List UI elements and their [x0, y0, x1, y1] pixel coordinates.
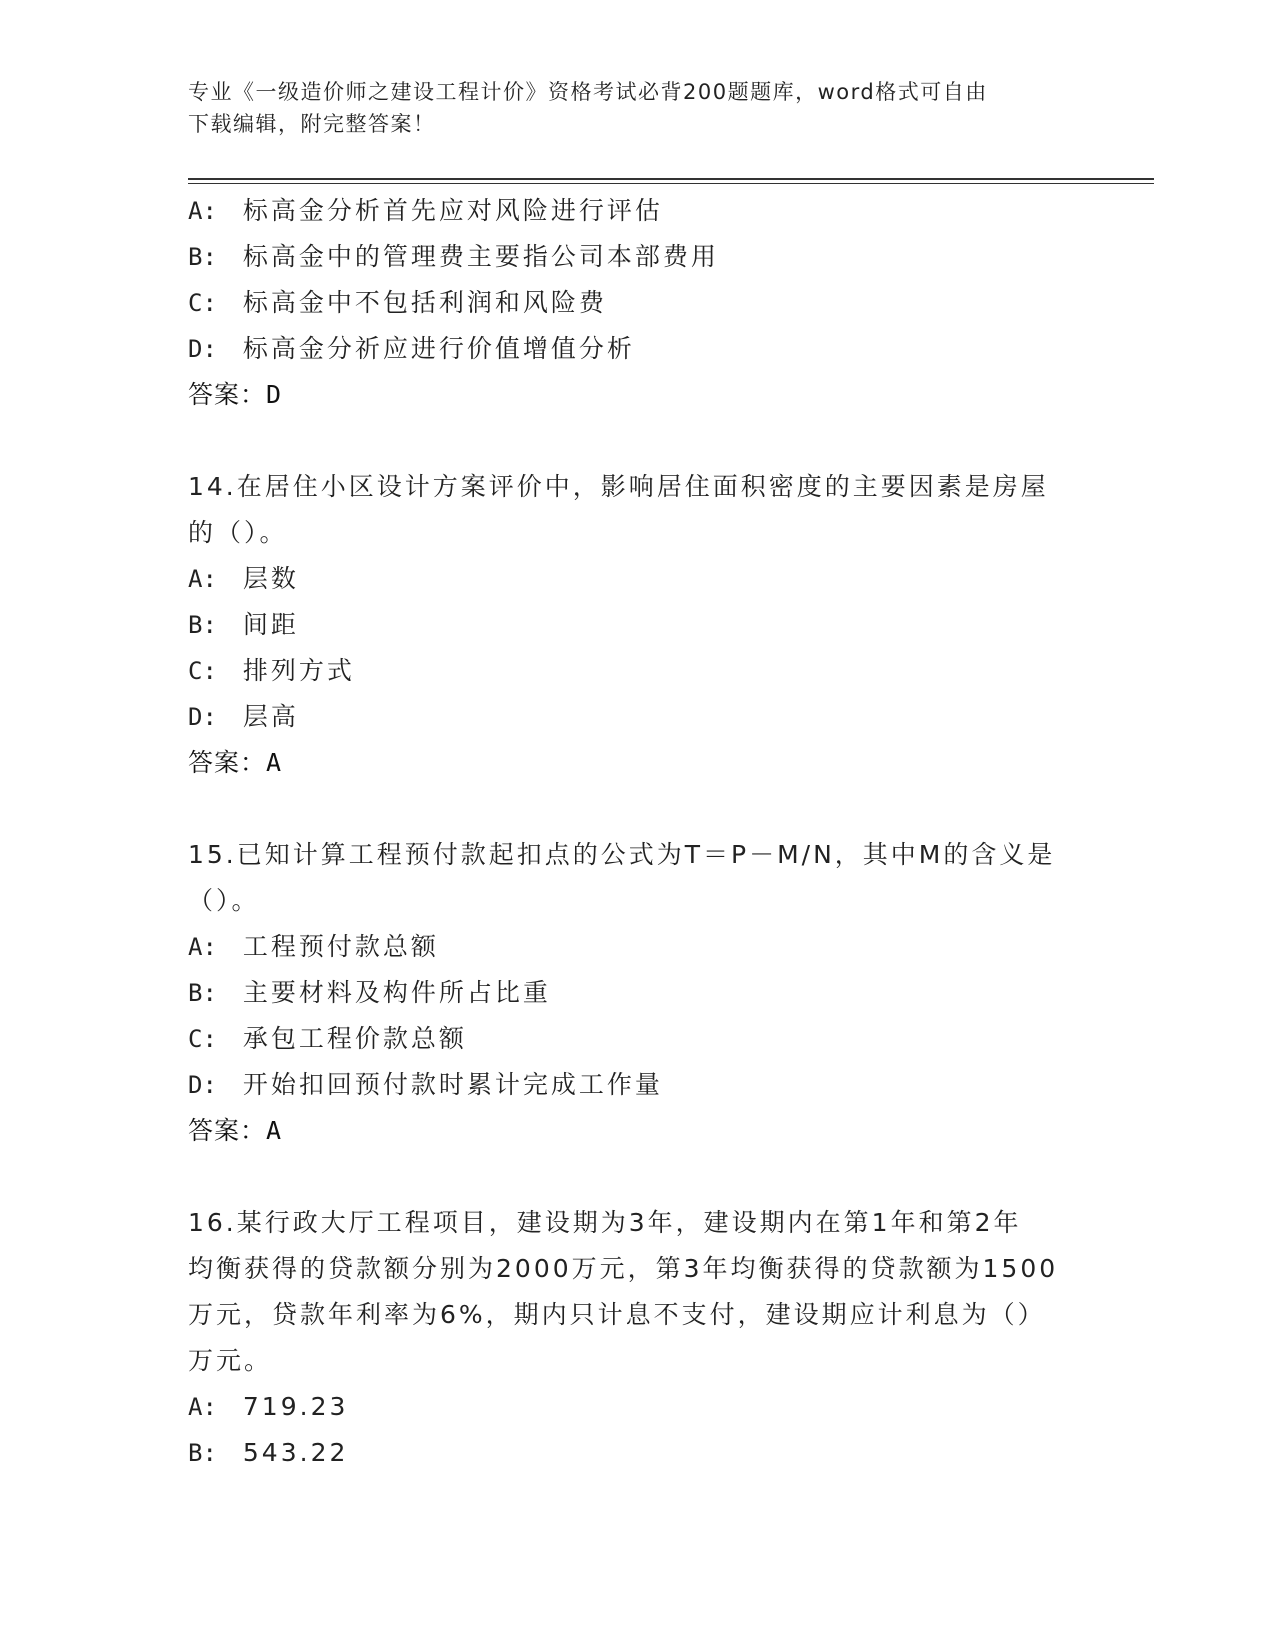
- question-stem-line: 均衡获得的贷款额分别为2000万元，第3年均衡获得的贷款额为1500: [188, 1254, 1059, 1283]
- option-d: [188, 694, 1088, 740]
- answer-label: 答案：: [188, 748, 267, 777]
- question-content: [188, 188, 1088, 1476]
- question-16: [188, 1200, 1088, 1476]
- option-text: 719.23: [242, 1392, 349, 1421]
- answer-value: A: [266, 1116, 283, 1145]
- option-letter: C:: [188, 657, 217, 685]
- option-b: [188, 602, 1088, 648]
- question-stem-line: 万元。: [188, 1346, 273, 1375]
- option-letter: D:: [188, 703, 217, 731]
- question-stem-line: 15.已知计算工程预付款起扣点的公式为T＝P－M/N，其中M的含义是: [188, 840, 1056, 869]
- option-letter: C:: [188, 289, 217, 317]
- option-a: [188, 1384, 1088, 1430]
- answer-label: 答案：: [188, 380, 267, 409]
- option-text: 承包工程价款总额: [242, 1024, 467, 1053]
- question-stem-line: 14.在居住小区设计方案评价中，影响居住面积密度的主要因素是房屋: [188, 472, 1049, 501]
- option-letter: B:: [188, 611, 217, 639]
- document-header: [188, 76, 1068, 140]
- header-rule-thick: [188, 178, 1154, 180]
- option-letter: A:: [188, 1393, 217, 1421]
- answer-label: 答案：: [188, 1116, 267, 1145]
- option-text: 标高金分析首先应对风险进行评估: [242, 196, 663, 225]
- header-line-2: 下载编辑，附完整答案！: [188, 112, 436, 136]
- option-letter: B:: [188, 243, 217, 271]
- option-text: 标高金中的管理费主要指公司本部费用: [242, 242, 719, 271]
- answer-value: A: [266, 748, 283, 777]
- option-text: 层数: [242, 564, 299, 593]
- question-stem-line: （）。: [188, 886, 260, 915]
- option-b: [188, 970, 1088, 1016]
- option-letter: A:: [188, 197, 217, 225]
- option-text: 主要材料及构件所占比重: [242, 978, 551, 1007]
- answer-value: D: [266, 380, 283, 409]
- option-text: 标高金分祈应进行价值增值分析: [242, 334, 635, 363]
- option-text: 间距: [242, 610, 299, 639]
- option-b: [188, 1430, 1088, 1476]
- option-text: 排列方式: [242, 656, 355, 685]
- option-d: [188, 326, 1088, 372]
- option-text: 工程预付款总额: [242, 932, 439, 961]
- option-a: [188, 556, 1088, 602]
- question-stem-line: 的（）。: [188, 518, 288, 547]
- option-a: [188, 924, 1088, 970]
- option-text: 543.22: [242, 1438, 349, 1467]
- option-letter: D:: [188, 335, 217, 363]
- option-c: [188, 648, 1088, 694]
- option-letter: A:: [188, 933, 217, 961]
- option-letter: A:: [188, 565, 217, 593]
- option-text: 标高金中不包括利润和风险费: [242, 288, 607, 317]
- option-a: [188, 188, 1088, 234]
- question-13: [188, 188, 1088, 418]
- question-15: [188, 832, 1088, 1154]
- option-c: [188, 280, 1088, 326]
- header-rule-thin: [188, 183, 1154, 184]
- option-letter: C:: [188, 1025, 217, 1053]
- answer-line: [188, 1108, 1088, 1154]
- option-letter: B:: [188, 979, 217, 1007]
- answer-line: [188, 372, 1088, 418]
- question-stem-line: 万元，贷款年利率为6%，期内只计息不支付，建设期应计利息为（）: [188, 1300, 1046, 1329]
- option-text: 层高: [242, 702, 299, 731]
- question-14: [188, 464, 1088, 786]
- option-text: 开始扣回预付款时累计完成工作量: [242, 1070, 663, 1099]
- header-line-1: 专业《一级造价师之建设工程计价》资格考试必背200题题库，word格式可自由: [188, 80, 988, 104]
- option-b: [188, 234, 1088, 280]
- question-stem-line: 16.某行政大厅工程项目，建设期为3年，建设期内在第1年和第2年: [188, 1208, 1022, 1237]
- option-d: [188, 1062, 1088, 1108]
- option-letter: D:: [188, 1071, 217, 1099]
- option-letter: B:: [188, 1439, 217, 1467]
- option-c: [188, 1016, 1088, 1062]
- answer-line: [188, 740, 1088, 786]
